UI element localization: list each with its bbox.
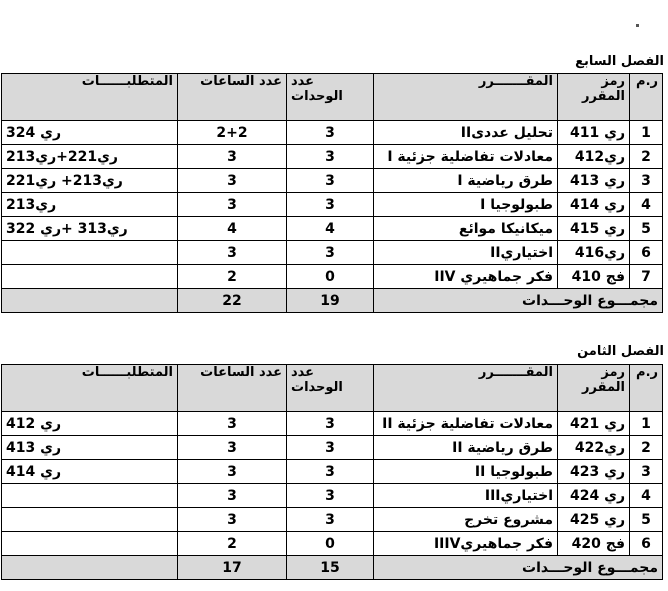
col-header-n: ر.م: [630, 365, 663, 412]
table-row: [2, 460, 663, 484]
cell-req: [2, 508, 178, 532]
cell-req: ري213+ ري221: [2, 169, 178, 193]
cell-n: 3: [630, 169, 663, 193]
cell-units: 0: [287, 532, 374, 556]
cell-hours: 2: [178, 265, 287, 289]
cell-n: 4: [630, 193, 663, 217]
cell-course: معادلات تفاضلية جزئية II: [374, 412, 558, 436]
cell-n: 3: [630, 460, 663, 484]
table-row: [2, 265, 663, 289]
cell-code: ري 411: [558, 121, 630, 145]
table-row: [2, 484, 663, 508]
cell-hours: 3: [178, 169, 287, 193]
table-row: [2, 121, 663, 145]
col-header-code: رمز المقرر: [558, 365, 630, 412]
table-row: [2, 508, 663, 532]
cell-n: 7: [630, 265, 663, 289]
cell-req: ري 324: [2, 121, 178, 145]
cell-code: ري 421: [558, 412, 630, 436]
table-row: [2, 532, 663, 556]
cell-n: 1: [630, 121, 663, 145]
cell-code: ري 415: [558, 217, 630, 241]
table-row: [2, 412, 663, 436]
cell-n: 5: [630, 508, 663, 532]
cell-n: 6: [630, 241, 663, 265]
cell-course: طبولوجيا I: [374, 193, 558, 217]
cell-course: طرق رياضية II: [374, 436, 558, 460]
cell-units: 3: [287, 412, 374, 436]
cell-req: ري313 +ري 322: [2, 217, 178, 241]
total-row: [2, 289, 663, 313]
cell-course: طبولوجيا II: [374, 460, 558, 484]
cell-course: فكر جماهيريIIIV: [374, 532, 558, 556]
cell-hours: 3: [178, 241, 287, 265]
total-row: [2, 556, 663, 580]
col-header-course: المقـــــــرر: [374, 74, 558, 121]
cell-hours: 3: [178, 145, 287, 169]
cell-code: ري412: [558, 145, 630, 169]
cell-units: 3: [287, 508, 374, 532]
col-header-code: رمز المقرر: [558, 74, 630, 121]
col-header-n: ر.م: [630, 74, 663, 121]
col-header-units: عدد الوحدات: [287, 74, 374, 121]
cell-code: ري 423: [558, 460, 630, 484]
cell-code: ري 424: [558, 484, 630, 508]
total-hours: 22: [178, 289, 287, 313]
table-row: [2, 193, 663, 217]
cell-code: ري 425: [558, 508, 630, 532]
total-units: 15: [287, 556, 374, 580]
cell-n: 1: [630, 412, 663, 436]
cell-req: ري 412: [2, 412, 178, 436]
cell-n: 2: [630, 145, 663, 169]
cell-course: اختياريIII: [374, 484, 558, 508]
cell-units: 3: [287, 193, 374, 217]
cell-course: فكر جماهيري IIV: [374, 265, 558, 289]
cell-req: ري 413: [2, 436, 178, 460]
cell-hours: 2: [178, 532, 287, 556]
cell-units: 3: [287, 121, 374, 145]
col-header-units: عدد الوحدات: [287, 365, 374, 412]
col-header-req: المتطلبــــــات: [2, 74, 178, 121]
table-row: [2, 241, 663, 265]
cell-hours: 3: [178, 460, 287, 484]
cell-units: 3: [287, 460, 374, 484]
cell-code: فج 410: [558, 265, 630, 289]
total-units: 19: [287, 289, 374, 313]
cell-course: مشروع تخرج: [374, 508, 558, 532]
cell-hours: 3: [178, 412, 287, 436]
cell-hours: 2+2: [178, 121, 287, 145]
cell-units: 3: [287, 169, 374, 193]
cell-req: ري 414: [2, 460, 178, 484]
cell-units: 3: [287, 436, 374, 460]
stray-dot: [636, 24, 639, 27]
cell-hours: 3: [178, 436, 287, 460]
total-label: مجمـــوع الوحـــدات: [374, 289, 663, 313]
cell-hours: 3: [178, 508, 287, 532]
cell-n: 5: [630, 217, 663, 241]
cell-course: تحليل عددىII: [374, 121, 558, 145]
cell-units: 3: [287, 145, 374, 169]
col-header-hours: عدد الساعات: [178, 74, 287, 121]
col-header-course: المقـــــــرر: [374, 365, 558, 412]
col-header-hours: عدد الساعات: [178, 365, 287, 412]
total-label: مجمـــوع الوحـــدات: [374, 556, 663, 580]
cell-req: [2, 484, 178, 508]
cell-units: 0: [287, 265, 374, 289]
cell-code: ري416: [558, 241, 630, 265]
cell-req: [2, 532, 178, 556]
table-row: [2, 169, 663, 193]
header-row: [2, 74, 663, 121]
cell-course: اختياريII: [374, 241, 558, 265]
table-row: [2, 436, 663, 460]
cell-n: 2: [630, 436, 663, 460]
table-row: [2, 145, 663, 169]
section-8-title: الفصل الثامن: [577, 344, 664, 359]
total-req-empty: [2, 556, 178, 580]
cell-req: ري221+ري213: [2, 145, 178, 169]
cell-hours: 3: [178, 484, 287, 508]
col-header-req: المتطلبــــــات: [2, 365, 178, 412]
table-row: [2, 217, 663, 241]
cell-hours: 3: [178, 193, 287, 217]
cell-req: [2, 265, 178, 289]
cell-code: ري 414: [558, 193, 630, 217]
cell-course: معادلات تفاضلية جزئية I: [374, 145, 558, 169]
section-8-table: [1, 364, 663, 580]
cell-n: 6: [630, 532, 663, 556]
total-req-empty: [2, 289, 178, 313]
section-7-title: الفصل السابع: [575, 54, 664, 69]
cell-code: فج 420: [558, 532, 630, 556]
header-row: [2, 365, 663, 412]
section-7-table: [1, 73, 663, 313]
total-hours: 17: [178, 556, 287, 580]
cell-hours: 4: [178, 217, 287, 241]
cell-course: طرق رياضية I: [374, 169, 558, 193]
cell-units: 3: [287, 484, 374, 508]
cell-code: ري 413: [558, 169, 630, 193]
cell-units: 3: [287, 241, 374, 265]
cell-course: ميكانيكا موائع: [374, 217, 558, 241]
cell-units: 4: [287, 217, 374, 241]
cell-code: ري422: [558, 436, 630, 460]
cell-req: [2, 241, 178, 265]
cell-req: ري213: [2, 193, 178, 217]
cell-n: 4: [630, 484, 663, 508]
